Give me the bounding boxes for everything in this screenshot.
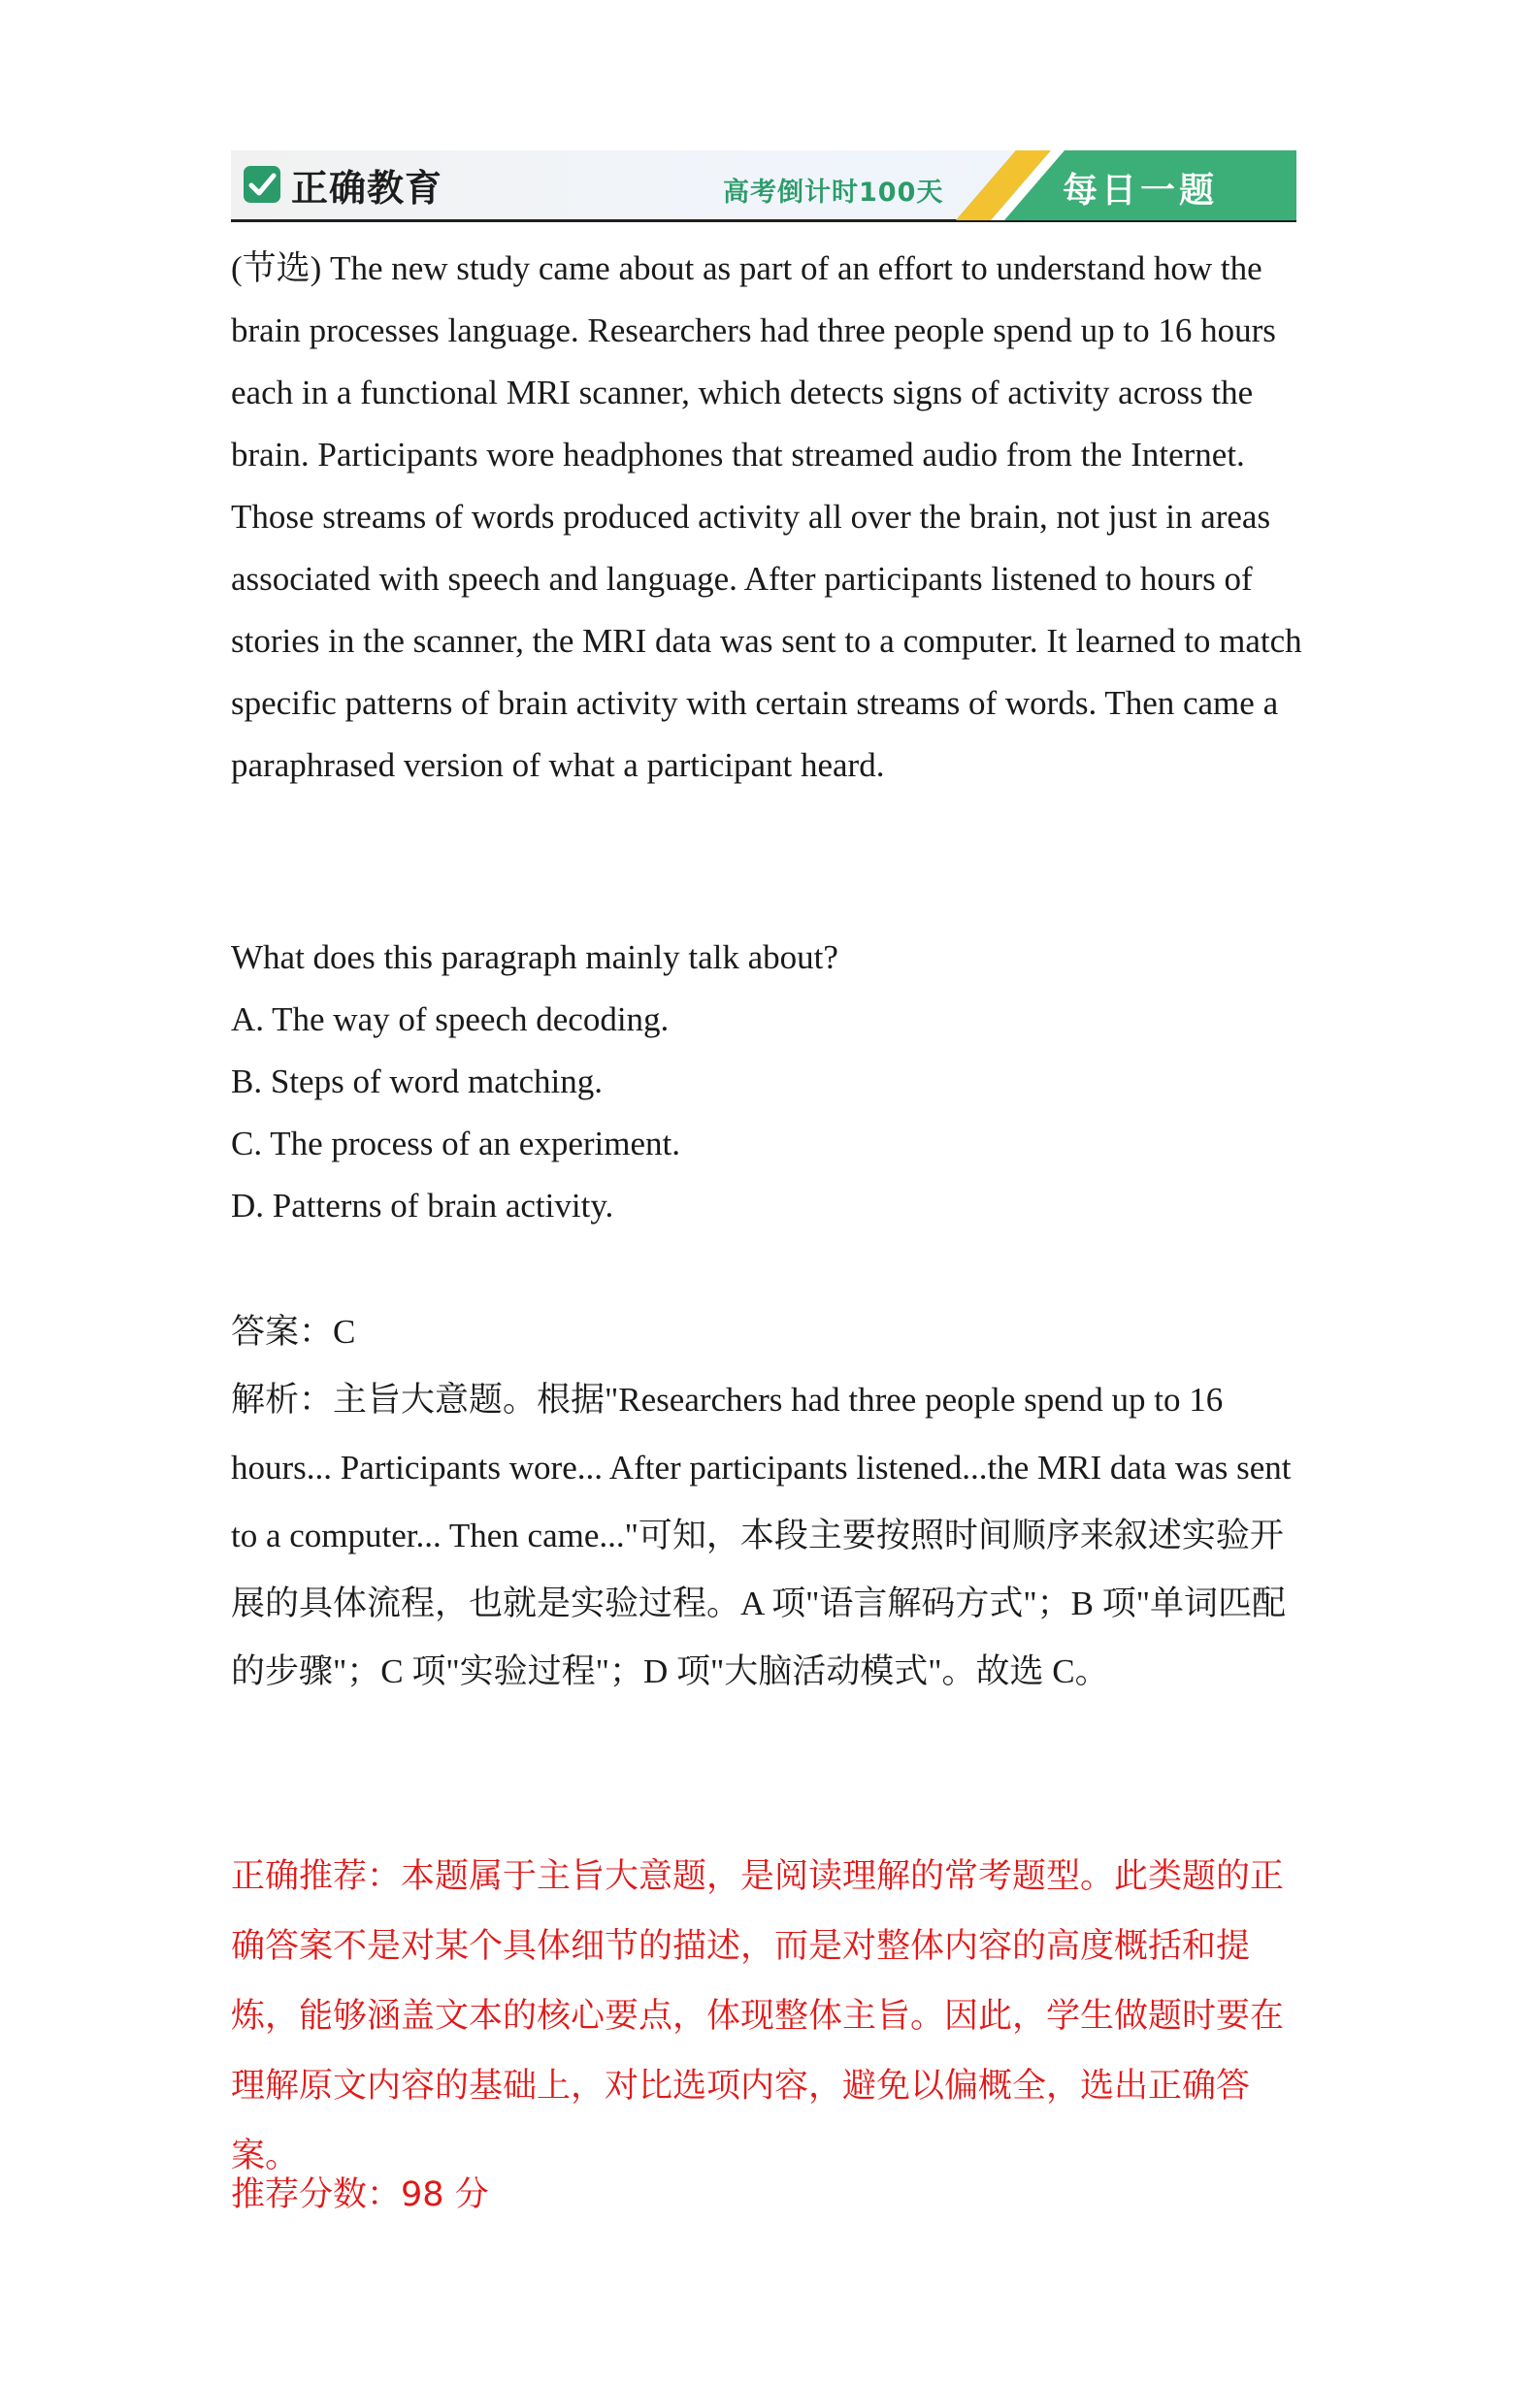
option-b: B. Steps of word matching. [231, 1062, 604, 1100]
checkmark-icon [243, 165, 281, 204]
brand-name: 正确教育 [291, 166, 443, 210]
answer-block [231, 1298, 1308, 1706]
recommendation-text: 正确推荐：本题属于主旨大意题，是阅读理解的常考题型。此类题的正确答案不是对某个具体细节的描述，而是对整体内容的高度概括和提炼，能够涵盖文本的核心要点，体现整体主旨。因此，学生做题时要在理解原文内容的基础上，对比选项内容，避免以偏概全，选出正确答案。 [231, 1857, 1285, 2175]
countdown-label: 高考倒计时100天 [723, 178, 944, 208]
option-d: D. Patterns of brain activity. [231, 1187, 614, 1225]
option-c: C. The process of an experiment. [231, 1125, 680, 1162]
recommendation-score: 推荐分数：98 分 [231, 2175, 489, 2214]
question-block [231, 927, 838, 1237]
reading-passage: (节选) The new study came about as part of an effort to understand how the brain processes language. Researchers had three people spend up to 16 hours each in a functional MRI scanner, which detects signs of activity across the brain. Participants wore headphones that streamed audio from the Internet. Those streams of words produced activity all over the brain, not just in areas associated with speech and language. After participants listened to hours of stories in the scanner, the MRI data was sent to a computer. It learned to match specific patterns of brain activity with certain streams of words. Then came a paraphrased version of what a participant heard. [231, 249, 1302, 784]
analysis-text: 解析：主旨大意题。根据"Researchers had three people spend up to 16 hours... Participants wore... After participants listened...the MRI data was sent to a computer... Then came..."可知，本段主要按照时间顺序来叙述实验开展的具体流程，也就是实验过程。A 项"语言解码方式"；B 项"单词匹配的步骤"；C 项"实验过程"；D 项"大脑活动模式"。故选 C。 [231, 1381, 1292, 1690]
ribbon-label: 每日一题 [1063, 171, 1219, 211]
answer-line: 答案：C [231, 1313, 356, 1351]
brand-logo [243, 161, 442, 208]
option-a: A. The way of speech decoding. [231, 1000, 670, 1038]
question-stem: What does this paragraph mainly talk about? [231, 938, 838, 976]
